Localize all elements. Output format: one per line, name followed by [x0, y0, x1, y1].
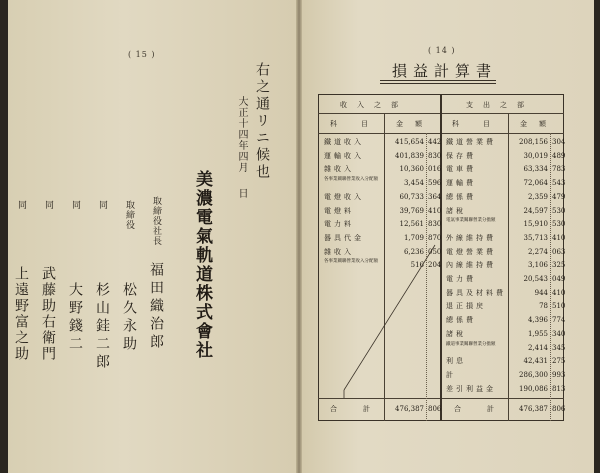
- officer-name: 松久永助: [121, 282, 137, 354]
- account-sen: 830: [428, 220, 442, 229]
- account-item: 電燈營業費: [446, 247, 496, 256]
- account-amount: 208,156: [519, 138, 548, 146]
- account-sen: 510: [552, 302, 566, 311]
- account-sen: 304: [552, 138, 566, 146]
- account-item: 內線維持費: [446, 261, 496, 270]
- account-sen: 325: [552, 261, 566, 270]
- account-item: 電力料: [324, 220, 354, 229]
- account-sen: 204: [428, 261, 442, 270]
- account-amount: 60,733: [399, 192, 424, 201]
- company-name: 美濃電氣軌道株式會社: [192, 170, 212, 360]
- officer-title: 取締役: [124, 200, 134, 230]
- account-sen: 870: [428, 233, 442, 242]
- income-total-amount: 476,387: [395, 405, 424, 413]
- officer-name: 福田織治郎: [148, 262, 164, 352]
- account-amount: 2,414: [527, 343, 548, 352]
- expense-total-sen: 806: [552, 405, 566, 413]
- title-underline: [380, 80, 496, 81]
- account-item: 電氣事業關聯營業分擔額: [446, 218, 496, 224]
- account-item: 運輸費: [446, 179, 476, 188]
- expense-col-amount: 金額: [520, 120, 558, 128]
- account-sen: 489: [552, 151, 566, 160]
- officer-name: 大野錢二: [67, 282, 83, 354]
- account-amount: 30,019: [523, 151, 548, 160]
- account-item: 總係費: [446, 316, 476, 325]
- officer-title: 同: [70, 200, 80, 210]
- account-sen: 049: [552, 275, 566, 283]
- account-amount: 15,910: [523, 220, 548, 229]
- account-item: 電力費: [446, 275, 476, 283]
- account-sen: 774: [552, 316, 566, 325]
- account-amount: 6,236: [403, 247, 424, 256]
- officer-name: 杉山銈二郎: [94, 282, 110, 372]
- account-amount: 190,086: [519, 384, 548, 393]
- account-item: 諸稅: [446, 206, 466, 215]
- account-amount: 2,274: [527, 247, 548, 256]
- title-underline-double: [380, 83, 496, 84]
- income-col-item: 科目: [330, 120, 392, 128]
- account-item: 保存費: [446, 151, 476, 160]
- account-amount: 516: [410, 261, 424, 270]
- account-item: 鐵道事業關聯營業分擔額: [446, 341, 496, 347]
- account-amount: 20,543: [523, 275, 548, 283]
- account-sen: 364: [428, 192, 442, 201]
- account-amount: 10,360: [399, 165, 424, 174]
- account-item: 退正損戻: [446, 302, 486, 311]
- account-amount: 1,955: [527, 329, 548, 338]
- expense-col-item: 科目: [452, 120, 514, 128]
- account-sen: 783: [552, 165, 566, 174]
- account-item: 器具代金: [324, 233, 364, 242]
- account-sen: 530: [552, 206, 566, 215]
- account-amount: 12,561: [399, 220, 424, 229]
- account-item: 總係費: [446, 192, 476, 201]
- income-total-sen: 806: [428, 405, 442, 413]
- account-amount: 415,654: [395, 138, 424, 146]
- officer-name: 上遠野富之助: [13, 266, 29, 362]
- expense-sen-divider: [550, 133, 551, 421]
- account-sen: 479: [552, 192, 566, 201]
- account-amount: 39,769: [399, 206, 424, 215]
- account-amount: 1,709: [403, 233, 424, 242]
- officer-title: 同: [16, 200, 26, 210]
- expense-header: 支出之部: [466, 101, 534, 109]
- account-item: 差引利益金: [446, 384, 496, 393]
- right-page-number: ( 14 ): [428, 46, 456, 55]
- left-page-number: ( 15 ): [128, 50, 156, 59]
- account-item: 運輸收入: [324, 151, 364, 160]
- account-amount: 2,359: [527, 192, 548, 201]
- account-item: 電燈收入: [324, 192, 364, 201]
- account-sen: 813: [552, 384, 566, 393]
- account-amount: 35,713: [523, 233, 548, 242]
- document-date: 大正十四年四月: [236, 96, 247, 173]
- closing-phrase: 右之通リニ候也: [254, 62, 270, 181]
- account-item: 電車費: [446, 165, 476, 174]
- account-item: 鐵道收入: [324, 138, 364, 146]
- document-day: 日: [236, 188, 247, 198]
- account-sen: 530: [552, 220, 566, 229]
- account-amount: 401,839: [395, 151, 424, 160]
- account-item: 各事業關聯營業收入分配額: [324, 259, 378, 265]
- account-sen: 063: [552, 247, 566, 256]
- account-sen: 442: [428, 138, 442, 146]
- account-amount: 944: [534, 288, 548, 297]
- account-sen: 410: [552, 233, 566, 242]
- account-item: 鐵道營業費: [446, 138, 496, 146]
- account-amount: 63,334: [523, 165, 548, 174]
- book-gutter: [296, 0, 302, 473]
- income-total-label: 合計: [330, 405, 396, 413]
- account-item: 利息: [446, 357, 466, 366]
- account-amount: 3,106: [527, 261, 548, 270]
- account-item: 諸稅: [446, 329, 466, 338]
- statement-title: 損益計算書: [392, 62, 498, 80]
- officer-title: 同: [43, 200, 53, 210]
- account-item: 電燈料: [324, 206, 354, 215]
- officer-name: 武藤助右衛門: [40, 266, 56, 362]
- account-sen: 410: [552, 288, 566, 297]
- account-amount: 42,431: [523, 357, 548, 366]
- expense-total-amount: 476,387: [519, 405, 548, 413]
- account-amount: 24,597: [523, 206, 548, 215]
- officer-title: 取締役社長: [151, 196, 161, 246]
- account-sen: 543: [552, 179, 566, 188]
- account-sen: 830: [428, 151, 442, 160]
- account-sen: 275: [552, 357, 566, 366]
- income-col-amount: 金額: [396, 120, 434, 128]
- account-amount: 286,300: [519, 370, 548, 379]
- account-sen: 410: [428, 206, 442, 215]
- cancel-line: [340, 240, 440, 400]
- account-item: 計: [446, 370, 456, 379]
- expense-total-label: 合計: [454, 405, 520, 413]
- officer-title: 同: [97, 200, 107, 210]
- account-item: 器具及材料費: [446, 288, 506, 297]
- account-amount: 72,064: [523, 179, 548, 188]
- account-sen: 993: [552, 370, 566, 379]
- account-amount: 3,454: [403, 179, 424, 188]
- account-sen: 016: [428, 165, 442, 174]
- account-item: 雜收入: [324, 165, 354, 174]
- account-amount: 4,396: [527, 316, 548, 325]
- account-sen: 340: [552, 329, 566, 338]
- account-sen: 050: [428, 247, 442, 256]
- account-item: 雜收入: [324, 247, 354, 256]
- account-amount: 78: [539, 302, 548, 311]
- account-sen: 345: [552, 343, 566, 352]
- income-header: 收入之部: [340, 101, 408, 109]
- account-item: 各事業關聯營業收入分配額: [324, 177, 378, 183]
- account-item: 外線維持費: [446, 233, 496, 242]
- account-sen: 596: [428, 179, 442, 188]
